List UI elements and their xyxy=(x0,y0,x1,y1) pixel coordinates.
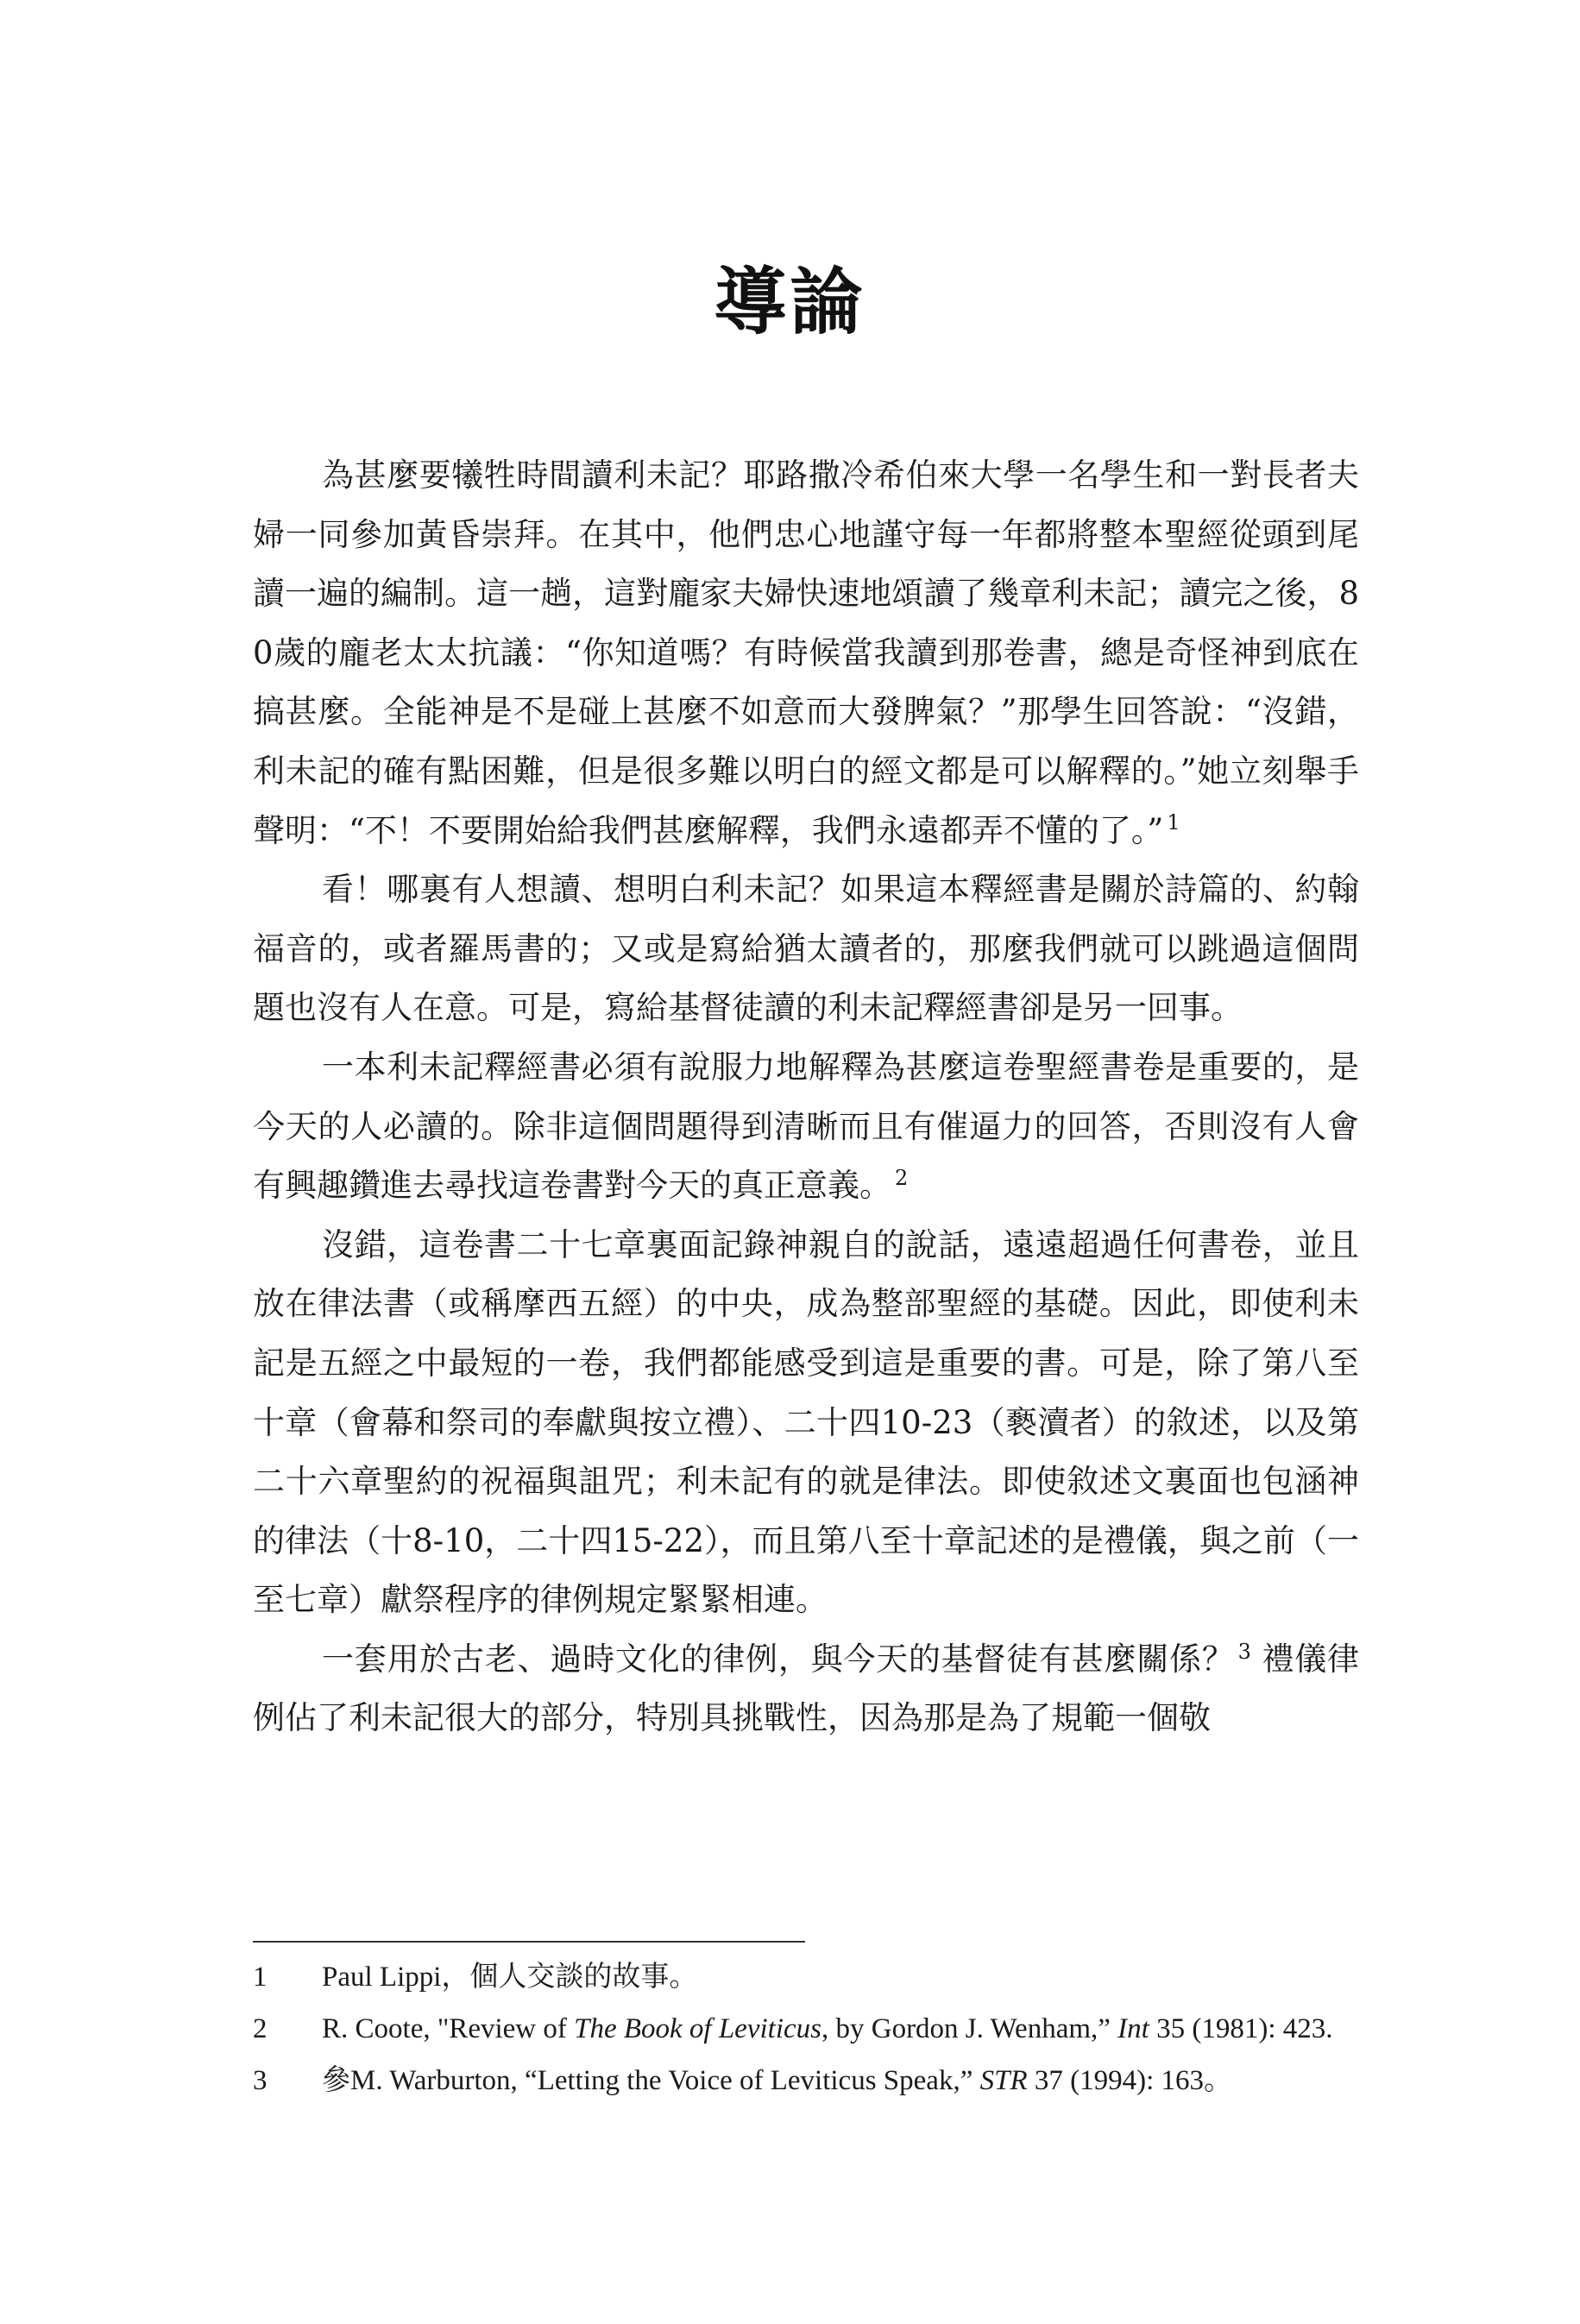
chapter-title: 導論 xyxy=(714,260,866,344)
footnote-text-run: 37 (1994): 163。 xyxy=(1027,2065,1233,2096)
paragraph xyxy=(253,1216,1359,1630)
footnote-text xyxy=(322,2059,1359,2103)
footnote-ref[interactable]: 1 xyxy=(1167,810,1180,835)
footnote-text xyxy=(322,2007,1359,2051)
footnote-italic-journal: Int xyxy=(1117,2013,1149,2044)
paragraph xyxy=(253,860,1359,1038)
footnote xyxy=(253,2059,1359,2103)
paragraph-text: 一套用於古老、過時文化的律例，與今天的基督徒有甚麼關係？ xyxy=(322,1640,1235,1678)
footnote-italic-title: The Book of Leviticus xyxy=(574,2013,821,2044)
footnote-text-run: 參M. Warburton, “Letting the Voice of Leviticus Speak,” xyxy=(322,2065,980,2096)
footnote-divider xyxy=(253,1941,805,1943)
paragraph-text: 一本利未記釋經書必須有說服力地解釋為甚麼這卷聖經書卷是重要的，是今天的人必讀的。除非這個問題得到清晰而且有催逼力的回答，否則沒有人會有興趣鑽進去尋找這卷書對今天的真正意義。 xyxy=(253,1048,1359,1205)
footnote xyxy=(253,1956,1359,2000)
footnotes xyxy=(253,1956,1359,2111)
footnote-text xyxy=(322,1956,1359,2000)
footnote-number: 3 xyxy=(253,2065,268,2096)
footnote-text-run: Paul Lippi，個人交談的故事。 xyxy=(322,1962,698,1993)
paragraph xyxy=(253,1630,1359,1748)
footnote xyxy=(253,2007,1359,2051)
footnote-text-run: 35 (1981): 423. xyxy=(1149,2013,1333,2044)
footnote-number: 2 xyxy=(253,2013,268,2044)
body-text xyxy=(253,446,1359,1748)
footnote-ref[interactable]: 2 xyxy=(895,1165,909,1190)
footnote-italic-journal: STR xyxy=(979,2065,1028,2096)
paragraph xyxy=(253,446,1359,860)
footnote-ref[interactable]: 3 xyxy=(1237,1639,1251,1664)
paragraph-text: 禮儀律例佔了利未記很大的部分，特別具挑戰性，因為那是為了規範一個敬 xyxy=(253,1640,1360,1737)
paragraph-text: 為甚麼要犧牲時間讀利未記？耶路撒冷希伯來大學一名學生和一對長者夫婦一同參加黃昏崇拜。在其中，他們忠心地謹守每一年都將整本聖經從頭到尾讀一遍的編制。這一趟，這對龐家夫婦快速地頌讀了幾章利未記；讀完之後，80歲的龐老太太抗議：“你知道嗎？有時候當我讀到那卷書，總是奇怪神到底在搞甚麼。全能神是不是碰上甚麼不如意而大發脾氣？”那學生回答說：“沒錯，利未記的確有點困難，但是很多難以明白的經文都是可以解釋的。”她立刻舉手聲明：“不！不要開始給我們甚麼解釋，我們永遠都弄不懂的了。” xyxy=(253,457,1359,849)
footnote-text-run: R. Coote, "Review of xyxy=(322,2013,575,2044)
footnote-number: 1 xyxy=(253,1962,268,1993)
paragraph xyxy=(253,1038,1359,1216)
paragraph-text: 看！哪裏有人想讀、想明白利未記？如果這本釋經書是關於詩篇的、約翰福音的，或者羅馬書的；又或是寫給猶太讀者的，那麼我們就可以跳過這個問題也沒有人在意。可是，寫給基督徒讀的利未記釋經書卻是另一回事。 xyxy=(253,871,1359,1027)
paragraph-text: 沒錯，這卷書二十七章裏面記錄神親自的說話，遠遠超過任何書卷，並且放在律法書（或稱摩西五經）的中央，成為整部聖經的基礎。因此，即使利未記是五經之中最短的一卷，我們都能感受到這是重要的書。可是，除了第八至十章（會幕和祭司的奉獻與按立禮）、二十四10-23（褻瀆者）的敘述，以及第二十六章聖約的祝福與詛咒；利未記有的就是律法。即使敘述文裏面也包涵神的律法（十8-10，二十四15-22），而且第八至十章記述的是禮儀，與之前（一至七章）獻祭程序的律例規定緊緊相連。 xyxy=(253,1225,1359,1619)
footnote-text-run: , by Gordon J. Wenham,” xyxy=(821,2013,1118,2044)
